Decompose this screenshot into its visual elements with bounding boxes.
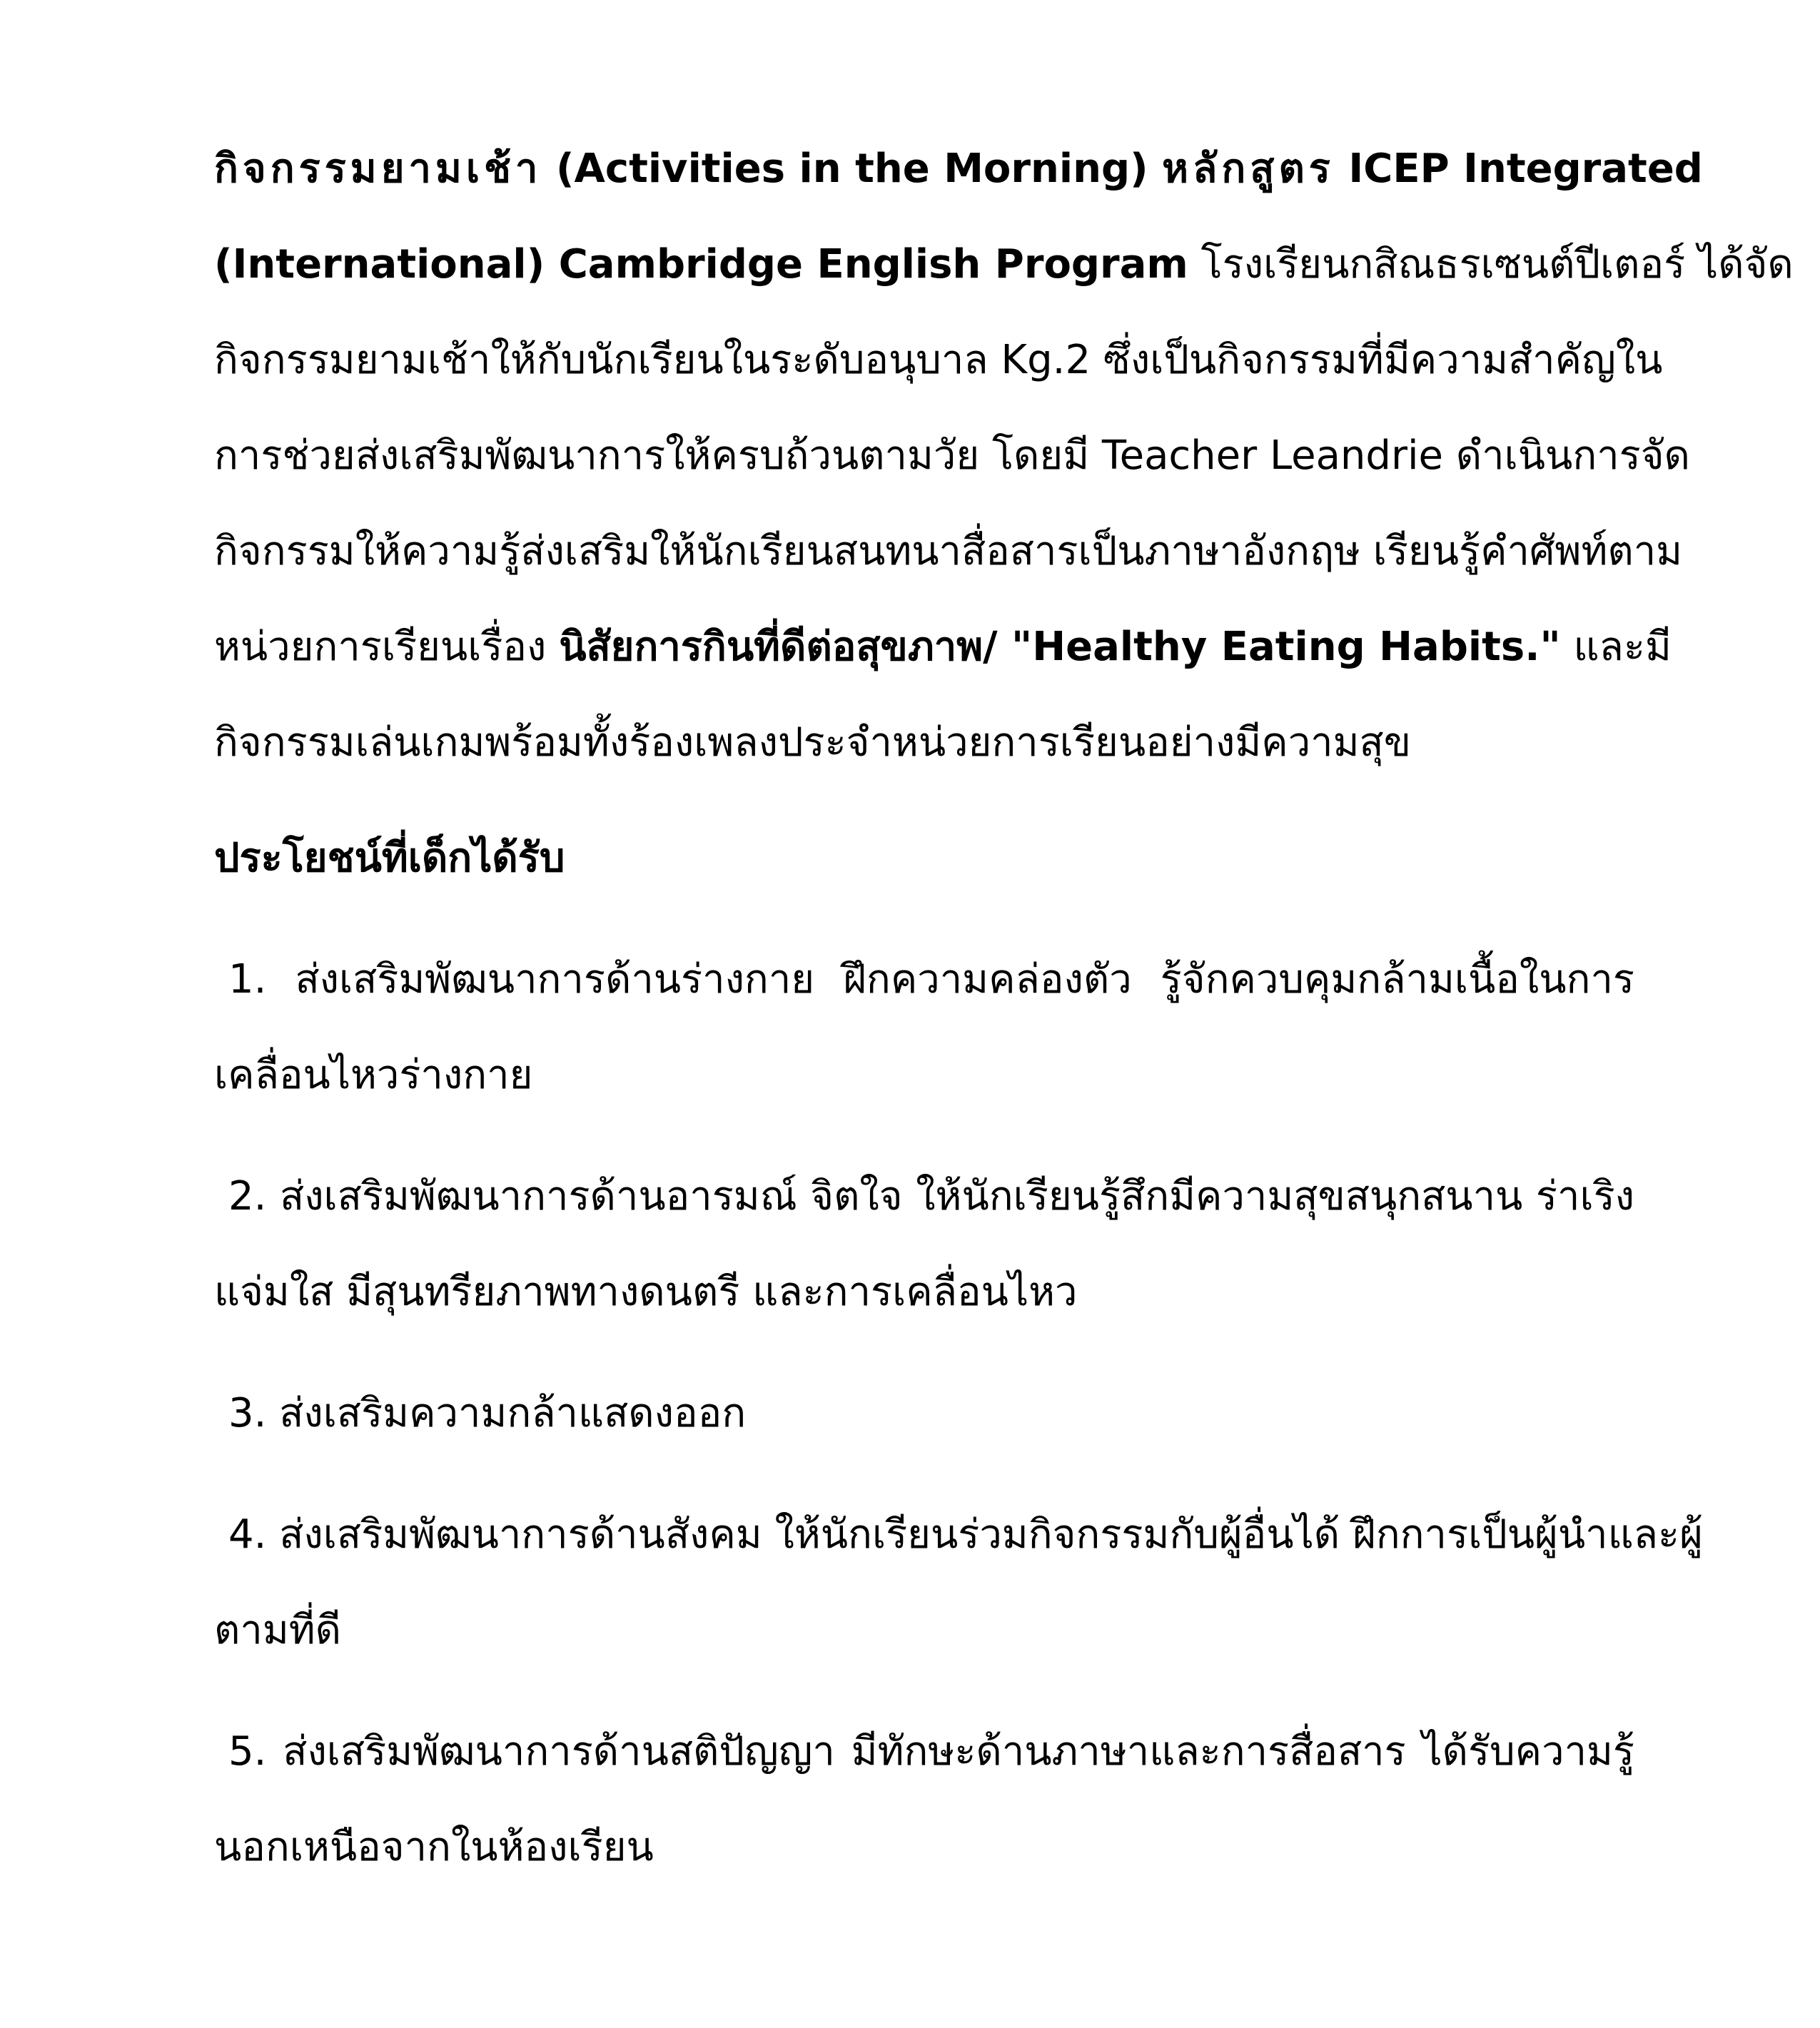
benefit-5-line-2: นอกเหนือจากในห้องเรียน	[214, 1824, 654, 1870]
activity-title-english: (Activities in the Morning)	[542, 146, 1163, 192]
benefit-4-line-2: ตามที่ดี	[214, 1607, 342, 1653]
intro-line-2	[214, 217, 1794, 313]
unit-title: นิสัยการกินที่ดีต่อสุขภาพ/ "Healthy Eating Habits."	[559, 624, 1561, 670]
program-name-end: (International) Cambridge English Program	[214, 241, 1188, 288]
benefit-3-line-1: 3. ส่งเสริมความกล้าแสดงออก	[228, 1390, 747, 1436]
intro-line-6	[214, 599, 1672, 695]
school-text: โรงเรียนกสิณธรเซนต์ปีเตอร์ ได้จัด	[1188, 241, 1794, 288]
benefit-item-4	[214, 1487, 1703, 1678]
benefit-item-3	[214, 1366, 1634, 1461]
benefit-1-line-1: 1. ส่งเสริมพัฒนาการด้านร่างกาย ฝึกความคล่องตัว รู้จักควบคุมกล้ามเนื้อในการ	[228, 956, 1634, 1003]
benefit-item-1	[214, 932, 1634, 1123]
unit-label: หน่วยการเรียนเรื่อง	[214, 624, 560, 670]
program-name-start: ICEP Integrated	[1334, 146, 1703, 192]
activity-title-thai: กิจกรรมยามเช้า	[214, 146, 542, 192]
intro-paragraph	[214, 121, 1794, 791]
benefit-1-line-2: เคลื่อนไหวร่างกาย	[214, 1052, 533, 1098]
benefit-2-line-2: แจ่มใส มีสุนทรียภาพทางดนตรี และการเคลื่อนไหว	[214, 1269, 1078, 1315]
intro-line-1	[214, 121, 1703, 217]
benefit-5-line-1: 5. ส่งเสริมพัฒนาการด้านสติปัญญา มีทักษะด้านภาษาและการสื่อสาร ได้รับความรู้	[228, 1728, 1634, 1775]
benefits-heading: ประโยชน์ที่เด็กได้รับ	[214, 835, 565, 881]
benefit-item-2	[214, 1149, 1634, 1340]
benefit-4-line-1: 4. ส่งเสริมพัฒนาการด้านสังคม ให้นักเรียนร่วมกิจกรรมกับผู้อื่นได้ ฝึกการเป็นผู้นำและผู้	[228, 1511, 1703, 1558]
intro-line-3: กิจกรรมยามเช้าให้กับนักเรียนในระดับอนุบาล Kg.2 ซึ่งเป็นกิจกรรมที่มีความสำคัญใน	[214, 337, 1663, 383]
intro-line-4: การช่วยส่งเสริมพัฒนาการให้ครบถ้วนตามวัย โดยมี Teacher Leandrie ดำเนินการจัด	[214, 432, 1690, 479]
program-label: หลักสูตร	[1162, 146, 1335, 192]
benefit-item-5	[214, 1704, 1634, 1895]
intro-line-5: กิจกรรมให้ความรู้ส่งเสริมให้นักเรียนสนทนาสื่อสารเป็นภาษาอังกฤษ เรียนรู้คำศัพท์ตาม	[214, 528, 1683, 574]
intro-line-6-end: และมี	[1560, 624, 1672, 670]
document-page	[214, 121, 1794, 1895]
intro-line-7: กิจกรรมเล่นเกมพร้อมทั้งร้องเพลงประจำหน่วยการเรียนอย่างมีความสุข	[214, 719, 1411, 766]
benefit-2-line-1: 2. ส่งเสริมพัฒนาการด้านอารมณ์ จิตใจ ให้นักเรียนรู้สึกมีความสุขสนุกสนาน ร่าเริง	[228, 1173, 1634, 1220]
